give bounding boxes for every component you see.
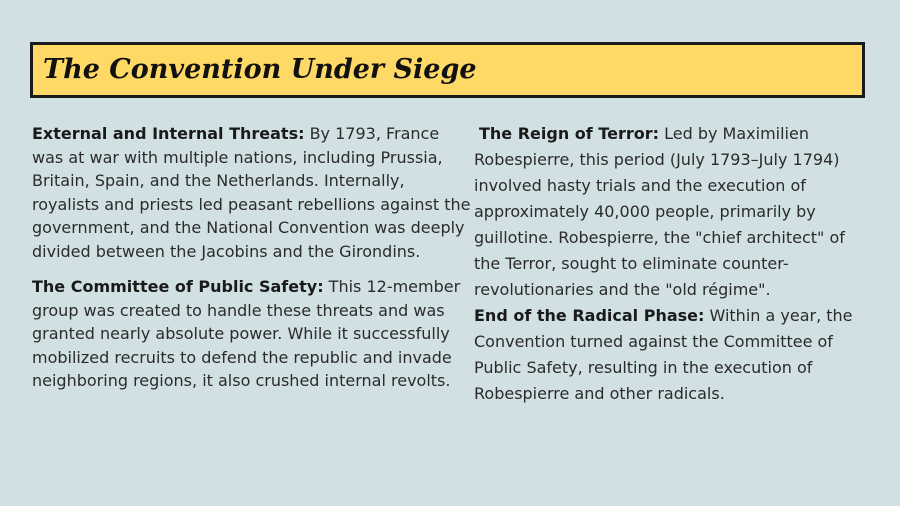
paragraph-reign-of-terror xyxy=(474,121,874,303)
left-column xyxy=(32,122,472,393)
paragraph-heading: End of the Radical Phase: xyxy=(474,306,705,325)
paragraph-end-radical-phase xyxy=(474,303,874,407)
paragraph-body: Within a year, the Convention turned against the Committee of Public Safety, resulting in the execution of Robespierre and other radicals. xyxy=(474,306,853,403)
paragraph-heading: The Committee of Public Safety: xyxy=(32,277,324,296)
paragraph-heading: External and Internal Threats: xyxy=(32,124,305,143)
paragraph-heading: The Reign of Terror: xyxy=(479,124,660,143)
paragraph-body: Led by Maximilien Robespierre, this period (July 1793–July 1794) involved hasty trials and the execution of approximately 40,000 people, primarily by guillotine. Robespierre, the "chief architect" of the Terror, sought to eliminate counter-revolutionaries and the "old régime". xyxy=(474,124,845,299)
paragraph-external-internal-threats xyxy=(32,122,472,263)
right-column xyxy=(474,121,874,407)
page-title: The Convention Under Siege xyxy=(43,54,477,85)
title-banner xyxy=(30,42,865,98)
paragraph-body: By 1793, France was at war with multiple nations, including Prussia, Britain, Spain, and the Netherlands. Internally, royalists and priests led peasant rebellions against the government, and the National Convention was deeply divided between the Jacobins and the Girondins. xyxy=(32,124,471,261)
paragraph-body: This 12-member group was created to handle these threats and was granted nearly absolute power. While it successfully mobilized recruits to defend the republic and invade neighboring regions, it also crushed internal revolts. xyxy=(32,277,461,390)
paragraph-committee-public-safety xyxy=(32,275,472,393)
